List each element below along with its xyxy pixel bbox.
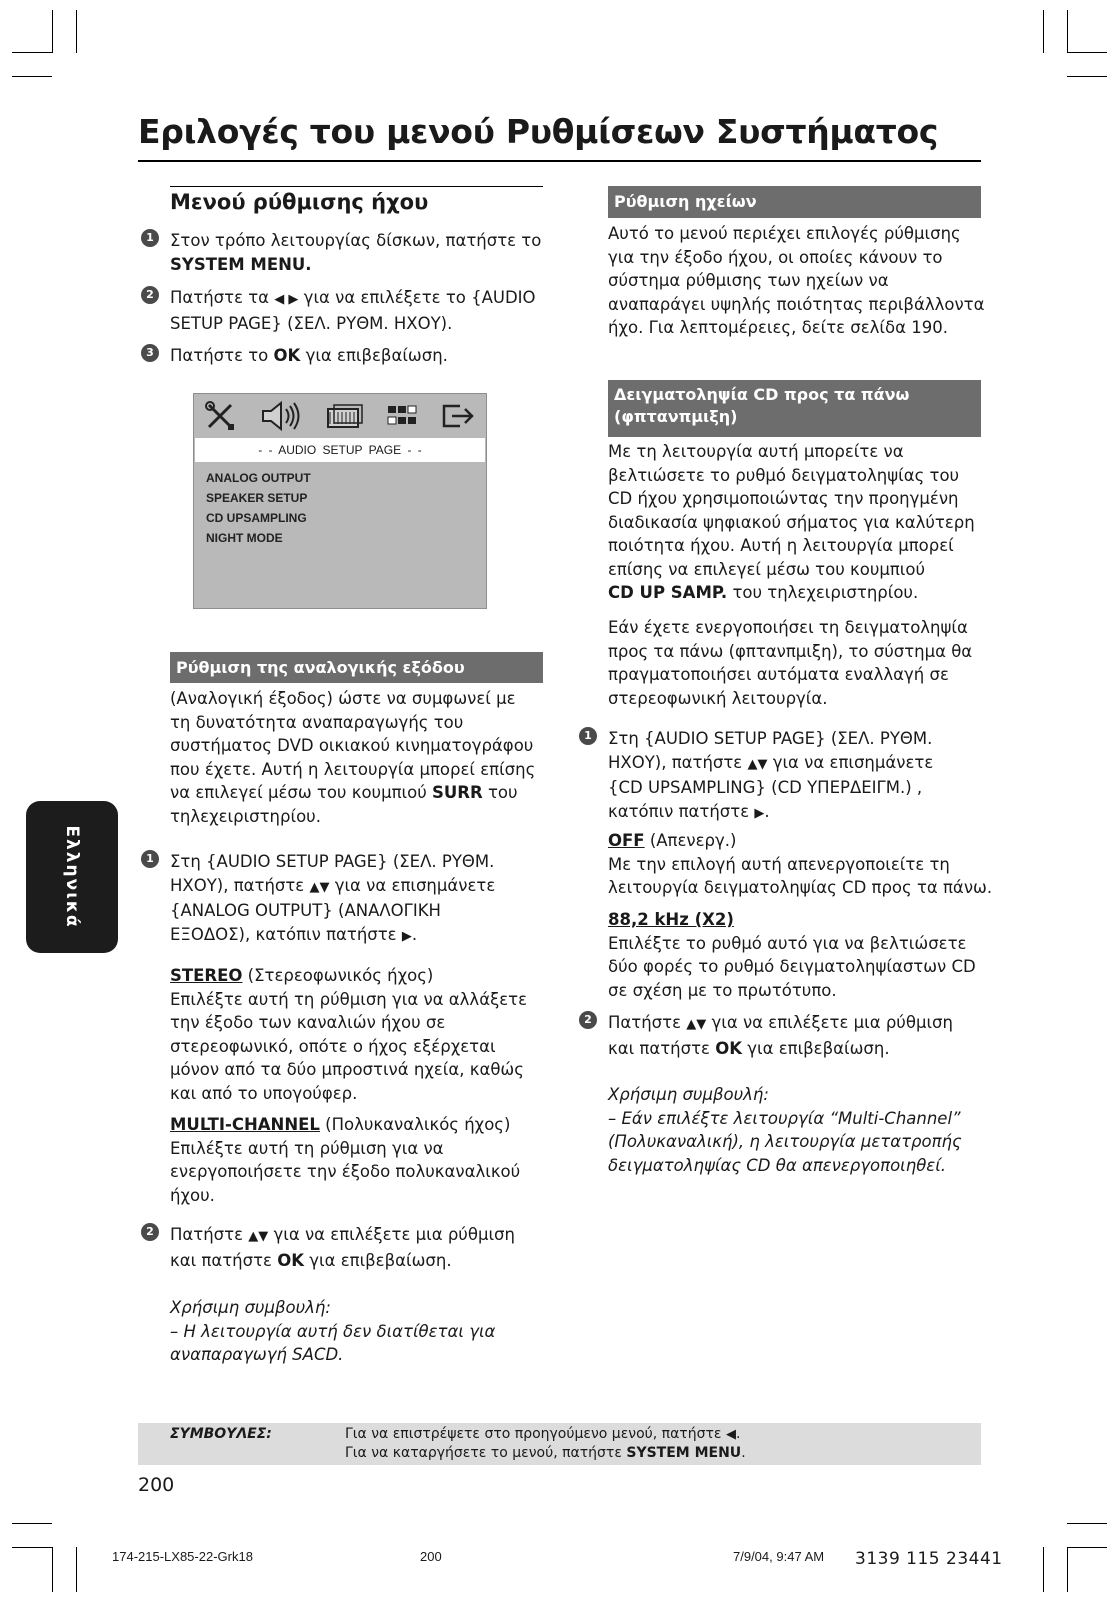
analog-output-text: (Αναλογική έξοδος) ώστε να συμφωνεί με τη δυνατότητα αναπαραγωγής του συστήματος DVD οικιακού κινηματογράφου που έχετε. Αυτή η λειτουργία μπορεί επίσης να επιλεγεί μέσω του κουμπιού SURR του τηλεχειριστηρίου. <box>170 689 536 826</box>
step-marker: 2 <box>141 286 159 304</box>
step-text: Πατήστε ▲▼ για να επιλέξετε μια ρύθμιση και πατήστε OK για επιβεβαίωση. <box>170 1225 515 1270</box>
tips-text: Για να επιστρέψετε στο προηγούμενο μενού, πατήστε ◀. Για να καταργήσετε το μενού, πατήστε SYSTEM MENU. <box>345 1426 746 1461</box>
khz-option: 88,2 kHz (X2) Επιλέξτε το ρυθμό αυτό για να βελτιώσετε δύο φορές το ρυθμό δειγματοληψίαστων CD σε σχέση με το πρωτότυπο. <box>608 910 976 1000</box>
osd-menu-item: SPEAKER SETUP <box>206 491 308 505</box>
tips-box <box>138 1423 981 1465</box>
osd-menu-item: CD UPSAMPLING <box>206 511 307 525</box>
crop-mark <box>1043 1547 1044 1592</box>
step-marker: 1 <box>141 850 159 868</box>
helpful-tip: Χρήσιμη συμβουλή: – Η λειτουργία αυτή δεν διατίθεται για αναπαραγωγή SACD. <box>170 1298 496 1364</box>
right-arrow-icon: ▶ <box>754 805 765 821</box>
crop-mark <box>1067 76 1107 77</box>
crop-mark <box>12 76 52 77</box>
osd-menu-item: ANALOG OUTPUT <box>206 471 311 485</box>
step-marker: 1 <box>579 727 597 745</box>
osd-menu-item: NIGHT MODE <box>206 531 283 545</box>
step-marker: 2 <box>141 1223 159 1241</box>
step-marker: 2 <box>579 1011 597 1029</box>
step-marker: 3 <box>141 344 159 362</box>
step-marker: 1 <box>141 229 159 247</box>
crop-mark <box>52 1547 53 1592</box>
title-rule <box>138 160 981 162</box>
step-text: Στον τρόπο λειτουργίας δίσκων, πατήστε το SYSTEM MENU. <box>170 231 542 274</box>
up-down-arrows-icon: ▲▼ <box>747 756 768 772</box>
up-down-arrows-icon: ▲▼ <box>686 1017 707 1032</box>
osd-menu-list <box>206 468 311 548</box>
grid-icon <box>385 402 419 430</box>
footer-file-id: 174-215-LX85-22-Grk18 <box>112 1549 253 1564</box>
cd-upsampling-text: Με τη λειτουργία αυτή μπορείτε να βελτιώσετε το ρυθμό δειγματοληψίας του CD ήχου χρησιμοποιώντας την προηγμένη διαδικασία ψηφιακού σήματος για καλύτερη ποιότητα ήχου. Αυτή η λειτουργία μπορεί επίσης να επιλεγεί μέσω του κουμπιού CD UP SAMP. του τηλεχειριστηρίου. <box>608 442 975 602</box>
crop-mark <box>1067 10 1068 53</box>
page-title: Εριλογές του μενού Ρυθμίσεων Συστήματος <box>138 112 939 151</box>
crop-mark <box>1067 1547 1068 1592</box>
film-icon <box>325 402 365 430</box>
language-side-tab <box>26 801 118 953</box>
crop-mark <box>12 52 52 53</box>
page-number: 200 <box>138 1474 175 1496</box>
crop-mark <box>12 1547 52 1548</box>
cd-upsampling-bar: Δειγματοληψία CD προς τα πάνω (φπτανπμιξη) <box>608 380 981 437</box>
exit-icon <box>440 401 476 431</box>
audio-setup-osd <box>193 393 487 609</box>
step-text: Στη {AUDIO SETUP PAGE} (ΣΕΛ. ΡΥΘΜ. ΗΧΟΥ), πατήστε ▲▼ για να επισημάνετε {ANALOG OUTPUT} (ΑΝΑΛΟΓΙΚΗ ΕΞΟΔΟΣ), κατόπιν πατήστε ▶. <box>170 852 496 944</box>
tools-icon <box>204 400 238 432</box>
up-down-arrows-icon: ▲▼ <box>248 1229 269 1244</box>
footer-code: 3139 115 23441 <box>855 1549 1003 1569</box>
step-text: Πατήστε το OK για επιβεβαίωση. <box>170 346 448 365</box>
osd-icon-row <box>194 394 486 438</box>
multichannel-option: MULTI-CHANNEL (Πολυκαναλικός ήχος) Επιλέξτε αυτή τη ρύθμιση για να ενεργοποιήσετε την έξοδο πολυκαναλικού ήχου. <box>170 1115 521 1205</box>
osd-page-header: - - AUDIO SETUP PAGE - - <box>195 438 485 462</box>
up-down-arrows-icon: ▲▼ <box>309 879 330 895</box>
section-rule <box>170 186 543 187</box>
crop-mark <box>1067 52 1107 53</box>
step-text: Πατήστε τα ◀ ▶ για να επιλέξετε το {AUDIO SETUP PAGE} (ΣΕΛ. ΡΥΘΜ. ΗΧΟΥ). <box>170 288 536 333</box>
analog-output-bar: Ρύθμιση της αναλογικής εξόδου <box>170 652 543 683</box>
helpful-tip: Χρήσιμη συμβουλή: – Εάν επιλέξτε λειτουργία “Multi-Channel” (Πολυκαναλική), η λειτουργία μετατροπής δειγματοληψίας CD θα απενεργοποιηθεί. <box>608 1085 962 1175</box>
footer-date: 7/9/04, 9:47 AM <box>733 1549 825 1564</box>
side-tab-label: Ελληνικά <box>62 825 82 929</box>
right-arrow-icon: ▶ <box>401 928 412 944</box>
footer-page: 200 <box>420 1549 442 1564</box>
cd-upsampling-note: Εάν έχετε ενεργοποιήσει τη δειγματοληψία προς τα πάνω (φπτανπμιξη), το σύστημα θα πραγματοποιήσει αυτόματα εναλλαγή σε στερεοφωνική λειτουργία. <box>608 618 973 708</box>
crop-mark <box>1067 1523 1107 1524</box>
crop-mark <box>1043 10 1044 53</box>
section-heading: Μενού ρύθμισης ήχου <box>170 190 429 214</box>
crop-mark <box>1067 1547 1107 1548</box>
crop-mark <box>76 10 77 53</box>
crop-mark <box>52 10 53 53</box>
step-text: Πατήστε ▲▼ για να επιλέξετε μια ρύθμιση και πατήστε OK για επιβεβαίωση. <box>608 1013 953 1058</box>
stereo-option: STEREO (Στερεοφωνικός ήχος) Επιλέξτε αυτή τη ρύθμιση για να αλλάξετε την έξοδο των καναλιών ήχου σε στερεοφωνικό, οπότε ο ήχος εξέρχεται μόνον από τα δύο μπροστινά ηχεία, καθώς και από το υπογούφερ. <box>170 966 528 1103</box>
speaker-setup-bar: Ρύθμιση ηχείων <box>608 186 981 218</box>
left-right-arrows-icon: ◀ ▶ <box>274 292 299 307</box>
step-text: Στη {AUDIO SETUP PAGE} (ΣΕΛ. ΡΥΘΜ. ΗΧΟΥ), πατήστε ▲▼ για να επισημάνετε {CD UPSAMPLING} (CD ΥΠΕΡΔΕΙΓΜ.) , κατόπιν πατήστε ▶. <box>608 729 934 821</box>
crop-mark <box>76 1547 77 1592</box>
tips-label: ΣΥΜΒΟΥΛΕΣ: <box>170 1426 272 1442</box>
left-arrow-icon: ◀ <box>725 1427 736 1442</box>
crop-mark <box>12 1523 52 1524</box>
speaker-setup-text: Αυτό το μενού περιέχει επιλογές ρύθμισης για την έξοδο ήχου, οι οποίες κάνουν το σύστημα ρύθμισης των ηχείων να αναπαράγει υψηλής ποιότητας περιβάλλοντα ήχο. Για λεπτομέρειες, δείτε σελίδα 190. <box>608 224 985 337</box>
speaker-icon <box>259 399 305 433</box>
off-option: OFF (Απενεργ.) Με την επιλογή αυτή απενεργοποιείτε τη λειτουργία δειγματοληψίας CD προς τα πάνω. <box>608 831 993 897</box>
